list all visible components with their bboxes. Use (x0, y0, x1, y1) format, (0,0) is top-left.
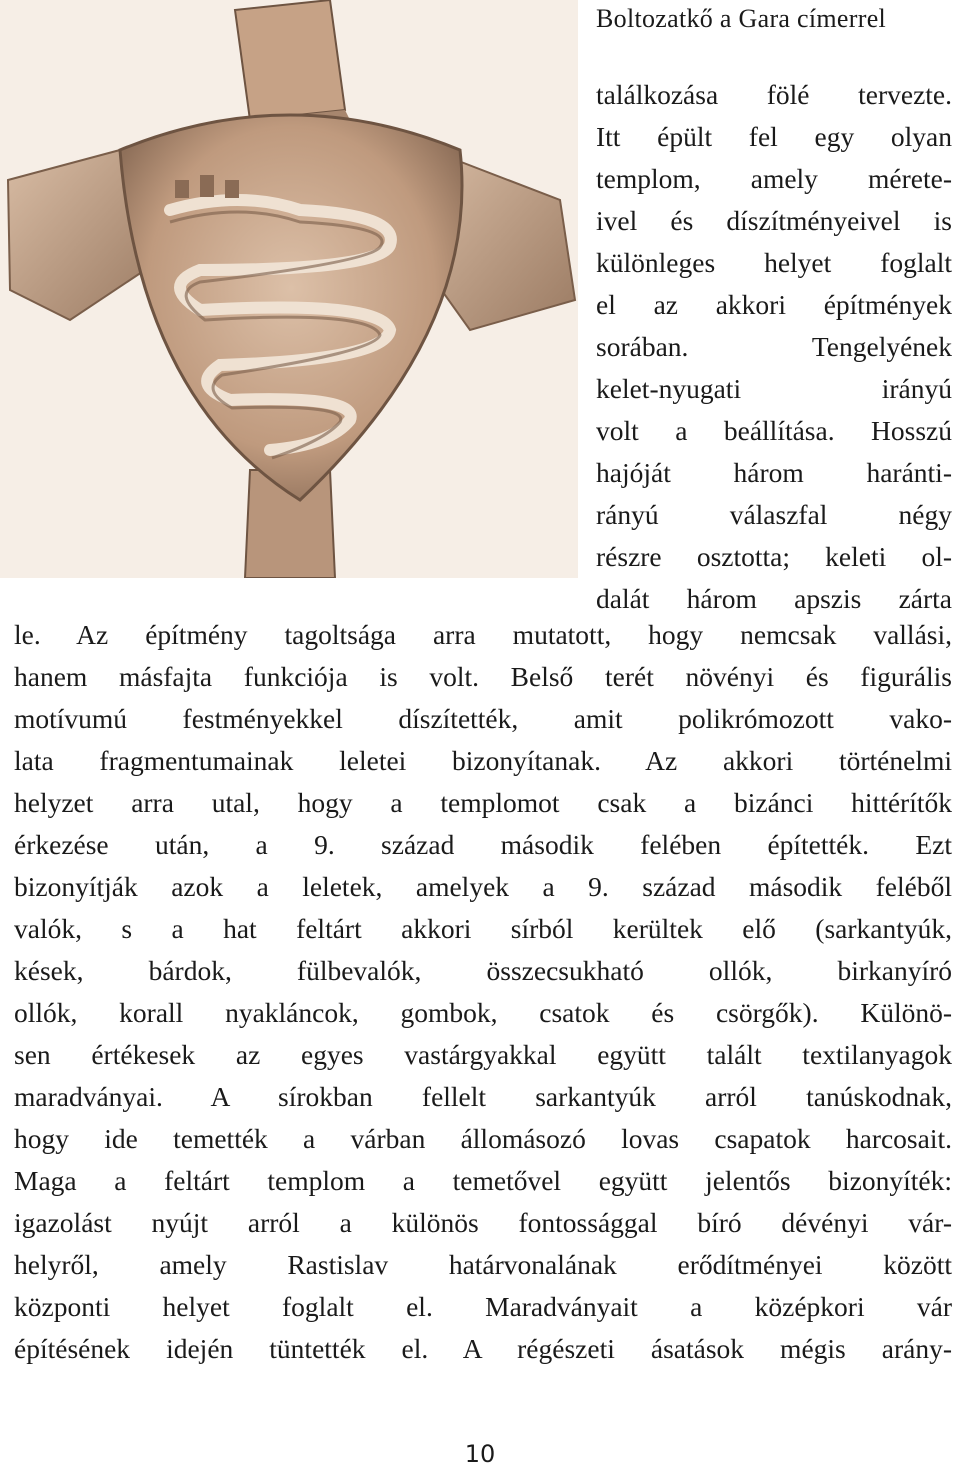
text-line: sen értékesek az egyes vastárgyakkal együtt talált textilanyagok (14, 1039, 952, 1070)
text-line: ollók, korall nyakláncok, gombok, csatok és csörgők). Különö- (14, 997, 952, 1028)
text-line: találkozása fölé tervezte. (596, 79, 952, 110)
text-line: sorában. Tengelyének (596, 331, 952, 362)
text-line: kések, bárdok, fülbevalók, összecsukható ollók, birkanyíró (14, 955, 952, 986)
text-line: kelet-nyugati irányú (596, 373, 952, 404)
text-line: Itt épült fel egy olyan (596, 121, 952, 152)
text-line: bizonyítják azok a leletek, amelyek a 9. század második feléből (14, 871, 952, 902)
text-line: rányú válaszfal négy (596, 499, 952, 530)
keystone-photo (0, 0, 578, 578)
text-line: maradványai. A sírokban fellelt sarkantyúk arról tanúskodnak, (14, 1081, 952, 1112)
page-number: 10 (464, 1440, 496, 1468)
text-line: igazolást nyújt arról a különös fontossággal bíró dévényi vár- (14, 1207, 952, 1238)
text-line: helyzet arra utal, hogy a templomot csak a bizánci hittérítők (14, 787, 952, 818)
text-line: építésének idején tüntették el. A régészeti ásatások mégis arány- (14, 1333, 952, 1364)
figure-caption: Boltozatkő a Gara címerrel (596, 4, 887, 33)
text-line: Maga a feltárt templom a temetővel együtt jelentős bizonyíték: (14, 1165, 952, 1196)
text-line: hajóját három haránti- (596, 457, 952, 488)
text-line: hogy ide temették a várban állomásozó lovas csapatok harcosait. (14, 1123, 952, 1154)
text-line: templom, amely mérete- (596, 163, 952, 194)
text-line: lata fragmentumainak leletei bizonyítanak. Az akkori történelmi (14, 745, 952, 776)
gara-coat-of-arms-keystone-image (0, 0, 578, 578)
text-line: különleges helyet foglalt (596, 247, 952, 278)
side-text-column (596, 74, 952, 620)
text-line: ivel és díszítményeivel is (596, 205, 952, 236)
text-line: le. Az építmény tagoltsága arra mutatott, hogy nemcsak vallási, (14, 619, 952, 650)
text-line: hanem másfajta funkciója is volt. Belső terét növényi és figurális (14, 661, 952, 692)
text-line: volt a beállítása. Hosszú (596, 415, 952, 446)
text-line: el az akkori építmények (596, 289, 952, 320)
text-line: motívumú festményekkel díszítették, amit polikrómozott vako- (14, 703, 952, 734)
text-line: központi helyet foglalt el. Maradványait a középkori vár (14, 1291, 952, 1322)
text-line: dalát három apszis zárta (596, 583, 952, 614)
text-line: részre osztotta; keleti ol- (596, 541, 952, 572)
text-line: helyről, amely Rastislav határvonalának erődítményei között (14, 1249, 952, 1280)
text-line: valók, s a hat feltárt akkori sírból kerültek elő (sarkantyúk, (14, 913, 952, 944)
body-text (14, 614, 952, 1370)
text-line: érkezése után, a 9. század második felében építették. Ezt (14, 829, 952, 860)
